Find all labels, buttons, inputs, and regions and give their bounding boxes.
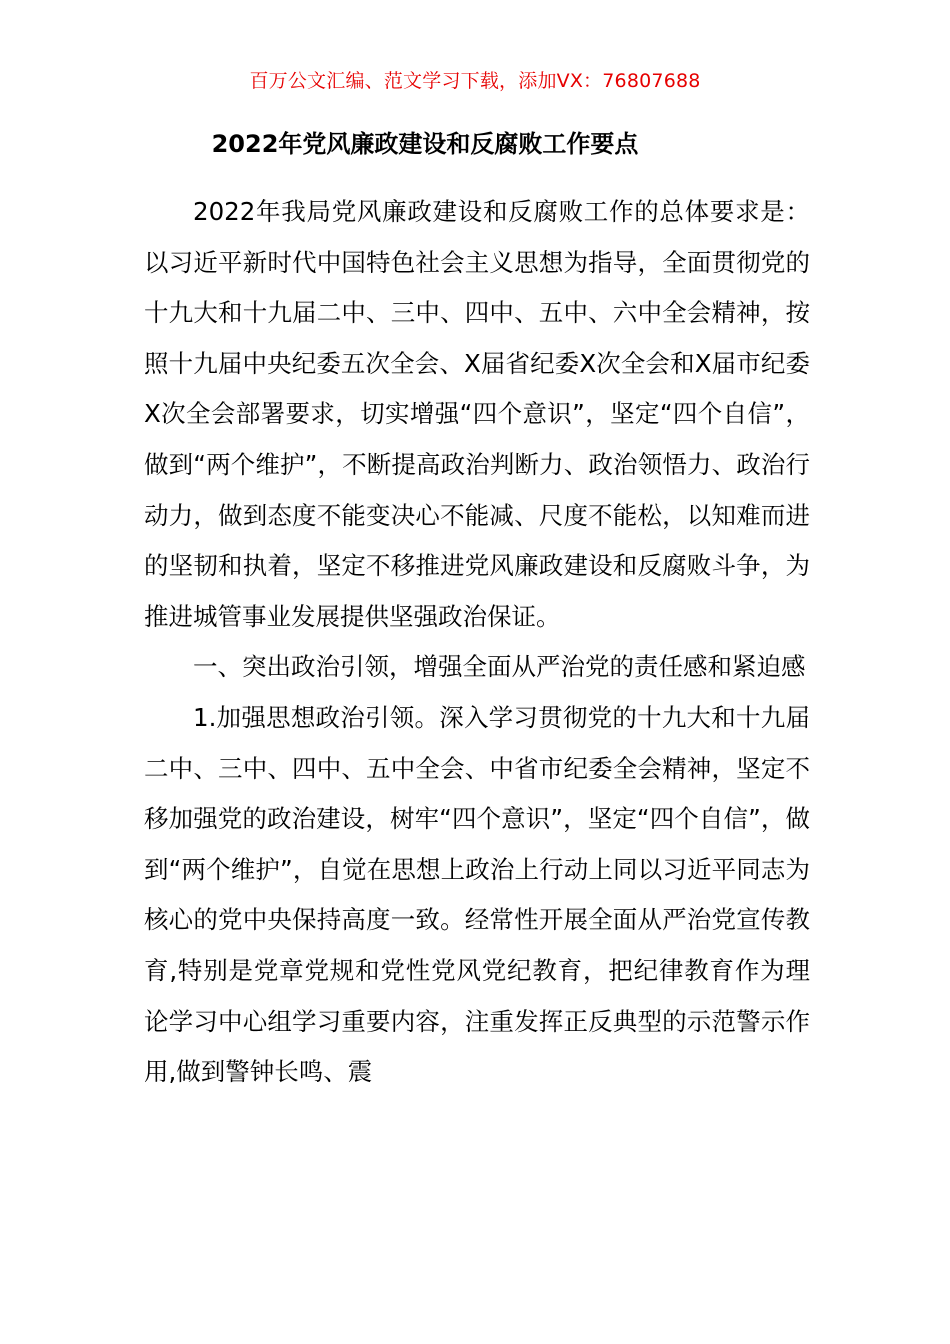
document-title: 2022年党风廉政建设和反腐败工作要点 <box>211 130 639 158</box>
paragraph-general-requirements: 2022年我局党风廉政建设和反腐败工作的总体要求是：以习近平新时代中国特色社会主义思想为指导，全面贯彻党的十九大和十九届二中、三中、四中、五中、六中全会精神，按照十九届中央纪委五次全会、X届省纪委X次全会和X届市纪委X次全会部署要求，切实增强“四个意识”，坚定“四个自信”，做到“两个维护”，不断提高政治判断力、政治领悟力、政治行动力，做到态度不能变决心不能减、尺度不能松，以知难而进的坚韧和执着，坚定不移推进党风廉政建设和反腐败斗争，为推进城管事业发展提供坚强政治保证。 <box>144 197 810 631</box>
document-body <box>144 187 810 1098</box>
header-watermark-note: 百万公文汇编、范文学习下载，添加VX：76807688 <box>249 70 701 92</box>
paragraph-item-1: 1.加强思想政治引领。深入学习贯彻党的十九大和十九届二中、三中、四中、五中全会、中省市纪委全会精神，坚定不移加强党的政治建设，树牢“四个意识”，坚定“四个自信”，做到“两个维护”，自觉在思想上政治上行动上同以习近平同志为核心的党中央保持高度一致。经常性开展全面从严治党宣传教育,特别是党章党规和党性党风党纪教育，把纪律教育作为理论学习中心组学习重要内容，注重发挥正反典型的示范警示作用,做到警钟长鸣、震 <box>144 702 810 1087</box>
paragraph-section-heading-1: 一、突出政治引领，增强全面从严治党的责任感和紧迫感 <box>193 652 806 682</box>
